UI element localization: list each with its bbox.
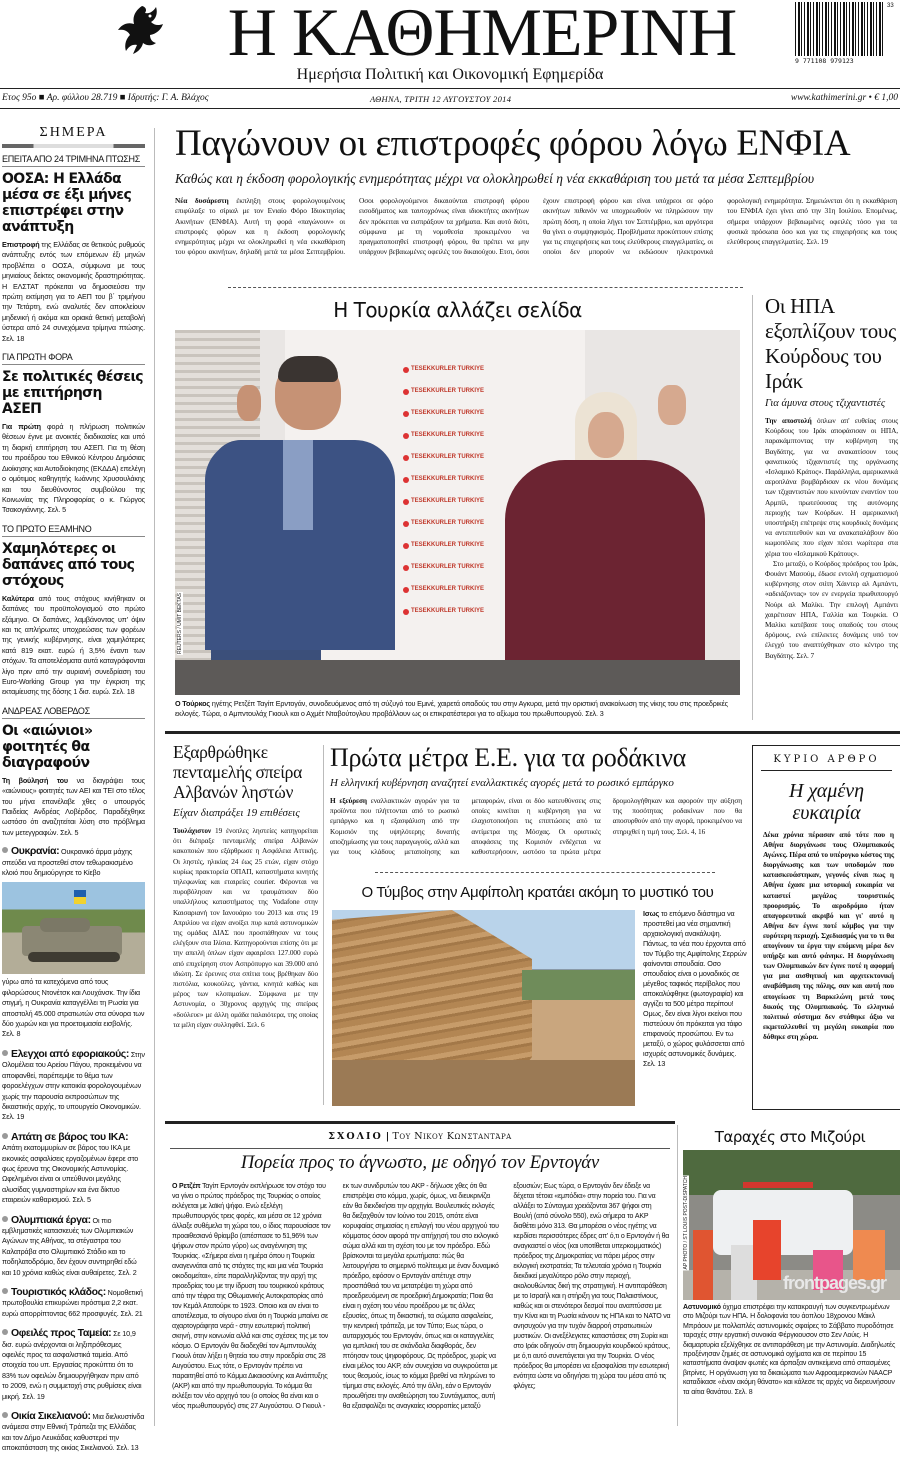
caption-lead: Ο Τούρκος <box>175 699 211 708</box>
editorial-body: Δέκα χρόνια πέρασαν από τότε που η Αθήνα διοργάνωσε τους Ολυμπιακούς Αγώνες. Πέρα από το υπέρογκο κόστος της διοργάνωσης και των υποδομών που κατασκευάστηκαν, γεγονός είναι πως η Αθήνα έχασε μια ιστορική ευκαιρία να καταστεί μεγάλος τουριστικός προορισμός. Το αεροδρόμιο ήταν απαγορευτικά ακριβό και γι' αυτό η Αθήνα δεν έγινε ποτέ κόμβος για την ευρύτερη περιοχή. Σχεδιασμός για το τι θα απογίνουν τα έργα την επόμενη μέρα δεν υπήρξε και αυτό φάνηκε. Η διοργάνωση των Ολυμπιακών δεν έγινε ποτέ η αφορμή για μια αισθητική και αρχιτεκτονική αναβάθμιση της πόλης, σαν και αυτή που απογείωσε τη Βαρκελώνη μετά τους δικούς της Ολυμπιακούς. Το ελληνικό πολιτικό σύστημα δεν στάθηκε άξιο να εκμεταλλευθεί τη μεγάλη ευκαιρία που δόθηκε στη χώρα. <box>763 830 894 1041</box>
banner-text: TESEKKURLER TURKIYE <box>411 476 485 482</box>
brief-headline[interactable]: Απάτη σε βάρος του ΙΚΑ: <box>11 1130 129 1143</box>
missouri-protest-photo <box>683 1150 900 1300</box>
story-headline[interactable]: Χαμηλότερες οι δαπάνες από τους στόχους <box>2 540 135 589</box>
iraq-subhead: Για άμυνα στους τζιχαντιστές <box>765 398 886 409</box>
albanians-story <box>173 742 318 1030</box>
banner-logo <box>403 388 503 395</box>
year-issue: Ετος 95ο ■ Αρ. φύλλου 28.719 ■ Ιδρυτής: Γ. Α. Βλάχος <box>2 93 209 103</box>
bullet-icon <box>2 847 8 853</box>
banner-text: TESEKKURLER TURKIYE <box>411 542 485 548</box>
story-body <box>2 776 145 838</box>
banner-dot-icon <box>403 609 409 615</box>
brief-body: Μια διελκυστίνδα ανάμεσα στην Εθνική Τράπεζα της Ελλάδας και τον Δήμο Λευκάδας καθυστερεί την αποκατάσταση της οικίας Σικελιανού. Σελ. 13 <box>2 1412 145 1453</box>
lead-in: Για πρώτη <box>2 422 41 432</box>
story-headline[interactable]: Οι «αιώνιοι» φοιτητές θα διαγραφούν <box>2 722 93 771</box>
banner-text: TESEKKURLER TURKIYE <box>411 498 485 504</box>
brief-headline[interactable]: Ολυμπιακά έργα: <box>11 1213 91 1226</box>
turkey-caption <box>175 699 740 719</box>
story-kicker: ΑΝΔΡΕΑΣ ΛΟΒΕΡΔΟΣ <box>2 706 145 719</box>
comment-author: Του Νικου Κωνσταντάρα <box>392 1131 512 1142</box>
bullet-icon <box>2 1412 8 1418</box>
brief-body: Σε 10,9 δισ. ευρώ ανέρχονται οι ληξιπρόθεσμες οφειλές προς τα ασφαλιστικά ταμεία. Από στοιχεία του υπ. Εργασίας προκύπτει ότι το 83% των οφειλών δημιουργήθηκαν πριν από το 2009, ενώ η συμμετοχή στις ρυθμίσεις είναι μικρή. Σελ. 19 <box>2 1329 142 1401</box>
bullet-icon <box>2 1133 8 1139</box>
banner-logo <box>403 498 503 505</box>
banner-text: TESEKKURLER TURKIYE <box>411 564 485 570</box>
ukraine-tank-photo <box>2 882 145 974</box>
banner-logo <box>403 366 503 373</box>
lead-in: Καλύτερα <box>2 593 34 603</box>
separator: | <box>385 1131 393 1142</box>
lead-subhead: Καθώς και η έκδοση φορολογικής ενημερότητας μέχρι να ολοκληρωθεί η νέα εκκαθάριση του μετά τα μέσα Σεπτεμβρίου <box>175 171 815 186</box>
banner-dot-icon <box>403 521 409 527</box>
divider <box>170 1148 670 1149</box>
brief-headline[interactable]: Οικία Σικελιανού: <box>11 1410 91 1423</box>
sidebar-brief <box>2 1049 145 1123</box>
editorial-headline: Η χαμένη ευκαιρία <box>788 780 865 824</box>
story-text: να διαγράψει τους «αιώνιους» φοιτητές των ΑΕΙ και ΤΕΙ στο τέλος του μήνα επανέλαβε χθες ο υπουργός Παιδείας Ανδρέας Λοβέρδος. Παραδέχθηκε ωστόσο ότι αναζητείται λύση στο πρόβλημα των μετεγγραφών. Σελ. 5 <box>2 775 145 837</box>
bullet-body: γύρω από τα κατεχόμενα από τους φιλορώσους Ντονέτσκ και Λουχάνσκ. Την ίδια στιγμή, η Ουκρανία καταγγέλλει τη Ρωσία για αποστολή 45.000 στρατιωτών στα σύνορα των δύο χωρών και για προετοιμασία εισβολής. Σελ. 8 <box>2 977 145 1039</box>
brief-body: Νομοθετική πρωτοβουλία επικυρώνει πρόστιμα 2,2 εκατ. ευρώ απορρίπτοντας 662 προσφυγές. Σελ. 21 <box>2 1288 143 1318</box>
banner-text: TESEKKURLER TURKIYE <box>411 608 485 614</box>
bullet-icon <box>2 1216 8 1222</box>
sidebar-brief <box>2 1215 145 1278</box>
albanians-headline: Εξαρθρώθηκε πενταμελής σπείρα Αλβανών ληστών <box>173 742 302 802</box>
peaches-subhead: Η ελληνική κυβέρνηση αναζητεί εναλλακτικές αγορές μετά το ρωσικό εμπάργκο <box>330 777 674 789</box>
missouri-caption <box>683 1303 900 1397</box>
sidebar-brief <box>2 1287 145 1319</box>
editorial-box <box>752 745 900 1110</box>
banner-column <box>403 366 503 615</box>
bullet-body: Ουκρανικό άρμα μάχης σπεύδει να προστεθεί στον τεθωρακισμένο κλοιό που δημιούργησε το Κίεβο <box>2 847 133 878</box>
column-divider <box>677 1125 678 1426</box>
banner-text: TESEKKURLER TURKIYE <box>411 586 485 592</box>
banner-logo <box>403 432 503 439</box>
banner-logo <box>403 476 503 483</box>
story-text: από τους στόχους κινήθηκαν οι δαπάνες του προϋπολογισμού στο πρώτο εξάμηνο. Οι δαπάνες, λαμβάνοντας υπ' όψιν και τις απλήρωτες υποχρεώσεις των φορέων της γενικής κυβέρνησης, είναι χαμηλότερες κατά 819 εκατ. ευρώ ή 3,5% έναντι των στόχων. Τα αποτελέσματα αυτά καταγράφονται λίγο πριν από την αυριανή συνεδρίαση του Euro-Working Group για την έγκριση της εκταμίευσης της δόσης 1 δισ. ευρώ. Σελ. 18 <box>2 593 145 697</box>
brief-headline[interactable]: Οφειλές προς Ταμεία: <box>11 1327 112 1340</box>
lead-in: Τουλάχιστον <box>173 826 212 835</box>
lead-in: Η εξεύρεση <box>330 796 367 805</box>
issue-code: 33 <box>887 3 894 9</box>
divider <box>0 88 900 89</box>
sidebar-brief <box>2 1328 145 1402</box>
banner-dot-icon <box>403 499 409 505</box>
banner-text: TESEKKURLER TURKIYE <box>411 520 485 526</box>
banner-dot-icon <box>403 543 409 549</box>
lead-in: Νέα δυσάρεστη <box>175 196 229 205</box>
bullet-icon <box>2 1329 8 1335</box>
sidebar-ukraine <box>2 846 145 1040</box>
griffin-logo-icon <box>112 2 174 60</box>
column-divider <box>323 745 324 1105</box>
iraq-story <box>765 294 898 661</box>
amphipolis-tomb-photo <box>332 910 635 1106</box>
banner-dot-icon <box>403 565 409 571</box>
barcode <box>795 2 885 56</box>
banner-text: TESEKKURLER TURKIYE <box>411 432 485 438</box>
sidebar-brief <box>2 1411 145 1454</box>
banner-logo <box>403 586 503 593</box>
story-text: φορά η πλήρωση πολιτικών θέσεων έγινε με ανοικτές διαδικασίες και υπό τη διαρκή επιτήρηση του ΑΣΕΠ. Για τη θέση του προέδρου του Εθνικού Κέντρου Δημόσιας Διοίκησης και Αυτοδιοίκησης (ΕΚΔΔΑ) επελέγη ο ομότιμος καθηγητής Ιωάννης Χρυσουλάκης και του διευθύνοντος συμβούλου της Κοινωνίας της Πληροφορίας ο κ. Γιώργος Τσακογιάννης. Σελ. 5 <box>2 422 145 515</box>
iraq-headline: Οι ΗΠΑ εξοπλίζουν τους Κούρδους του Ιράκ <box>765 294 897 393</box>
amphipolis-text: το επόμενο διάστημα να προστεθεί μια νέα σημαντική αρχαιολογική ανακάλυψη. Πάντως, τα νέα που έρχονται από τον Τύμβο της Αμφίπολης Σερρών φαίνονται σπουδαία. Οσο σπουδαίος είναι ο μοναδικός σε μέγεθος ταφικός περίβολος που αποκαλύφθηκε (φωτογραφία) και αγγίζει τα 500 μέτρα περίπου! Ομως, δεν είναι λίγοι εκείνοι που πιστεύουν ότι πρόκειται για τάφο επιφανούς προσώπου. Εν τω μεταξύ, ο χώρος φυλάσσεται από ισχυρές αστυνομικές δυνάμεις. Σελ. 13 <box>643 909 747 1068</box>
iraq-text: όπλων απ' ευθείας στους Κούρδους του Ιράκ αποφάσισαν οι ΗΠΑ, παρακάμπτοντας την κυβέρνηση της Βαγδάτης, για να ανακαιτίσουν τους φανατικούς τζιχαντιστές της οργάνωσης «Ισλαμικό Κράτος». Παράλληλα, αμερικανικά αεροπλάνα βομβάρδισαν εκ νέου δυνάμεις των τζιχαντιστών που κινούνταν εναντίον του Αρμπίλ, πρωτεύουσας της αυτόνομης περιοχής των Κούρδων. Η αμερικανική υποστήριξη επέτρεψε στις κουρδικές δυνάμεις να αντεπιτεθούν και να ανακαταλάβουν δύο κωμοπόλεις που είχαν πέσει νωρίτερα στα χέρια του «Ισλαμικού Κράτους». <box>765 416 898 558</box>
missouri-text: όχημα επιστρέφει την κατακραυγή των συγκεντρωμένων στο Μιζούρι των ΗΠΑ. Η δολοφονία του άοπλου 18χρονου Μάικλ Μπράουν με πολλαπλές αστυνομικές σφαίρες το Σάββατο πυροδότησε ταραχές στην εργατική συνοικία Φέργκιουσον στο Σεν Λούις. Η διαμαρτυρία εξελίχθηκε σε αντιπαράθεση με την Αστυνομία. Διαδηλωτές προξένησαν ζημιές σε αστυνομικά οχήματα και σε περίπου 15 καταστήματα άναψαν φωτιές και άρπαξαν αντικείμενα από σπασμένες βιτρίνες. Η οργάνωση για τα δικαιώματα των Αφροαμερικανών NAACP καταδίκασε «έναν ακόμη θάνατο» και κάλεσε τις αρχές να διερευνήσουν τα αίτια θανάτου. Σελ. 8 <box>683 1304 896 1396</box>
peaches-body <box>330 796 742 857</box>
watermark: frontpages.gr <box>783 1273 887 1293</box>
sidebar-header-bar <box>2 144 145 148</box>
turkey-headline: Η Τουρκία αλλάζει σελίδα <box>333 298 582 322</box>
albanians-subhead: Είχαν διαπράξει 19 επιθέσεις <box>173 807 300 819</box>
story-kicker: ΤΟ ΠΡΩΤΟ ΕΞΑΜΗΝΟ <box>2 524 145 537</box>
site-price: www.kathimerini.gr • € 1,00 <box>790 93 898 103</box>
story-body <box>2 594 145 698</box>
section-rule <box>165 1121 675 1124</box>
sidebar <box>2 125 145 1463</box>
barcode-number: 9 771108 979123 <box>795 57 854 65</box>
peaches-story <box>330 742 742 857</box>
sidebar-brief <box>2 1132 145 1206</box>
amphipolis-body <box>643 909 747 1069</box>
sidebar-header: ΣΗΜΕΡΑ <box>39 125 108 140</box>
comment-label: ΣΧΟΛΙΟ <box>328 1131 383 1142</box>
dashed-divider <box>375 872 715 873</box>
caption-text: ηγέτης Ρετζέπ Ταγίπ Ερντογάν, συνοδευόμενος από τη σύζυγό του Εμινέ, χαιρετά οπαδούς του στην Αγκυρα, μετά την οριστική ανακοίνωση της νίκης του στις προεδρικές εκλογές. Τώρα, ο Αμπντουλάχ Γκιουλ και ο Αχμέτ Νταβούτογλου προβάλλουν ως οι επικρατέστεροι για το αξίωμα του πρωθυπουργού. Σελ. 3 <box>175 699 728 718</box>
story-kicker: ΕΠΕΙΤΑ ΑΠΟ 24 ΤΡΙΜΗΝΑ ΠΤΩΣΗΣ <box>2 154 145 167</box>
story-body <box>2 240 145 344</box>
story-kicker: ΓΙΑ ΠΡΩΤΗ ΦΟΡΑ <box>2 352 145 365</box>
dashed-divider <box>228 287 743 288</box>
brief-headline[interactable]: Τουριστικός κλάδος: <box>11 1286 106 1298</box>
banner-logo <box>403 410 503 417</box>
banner-text: TESEKKURLER TURKIYE <box>411 388 485 394</box>
brief-headline[interactable]: Ελεγχοι από εφοριακούς: <box>11 1047 129 1060</box>
albanians-text: 19 ένοπλες ληστείες κατηγορείται ότι διέπραξε πενταμελής σπείρα Αλβανών κακοποιών που εξάρθρωσε η Ασφάλεια Αττικής. Οι ληστές, ηλικίας 24 έως 25 ετών, είχαν στόχο κυρίως πρακτορεία ΟΠΑΠ, καταστήματα κινητής τηλεφωνίας και εταιρείες courier. Φέρονται να πυροβόλησαν και να τραυμάτισαν δύο υπαλλήλους καταστήματος της Vodafone στην Καισαριανή τον Ιανουάριο του 2013 και στις 19 Απριλίου να είχαν ανοίξει πυρ κατά αστυνομικών της ομάδας ΔΙΑΣ που προσπάθησαν να τους ελέγξουν στα Ιλίσια. Κατηγορούνται επίσης ότι με την απειλή όπλων είχαν αφαιρέσει 127.000 ευρώ από επιχείρηση στον Ασπρόπυργο και 39.000 από ιδιώτη. Σε έρευνες στα σπίτια τους βρέθηκαν δύο πιστόλια, κουκούλες, γάντια, κινητά καθώς και μέρος των κλοπιμαίων. Σύμφωνα με την Αστυνομία, ο 30χρονος αρχηγός της σπείρας «δούλευε» με άλλη ομάδα παλαιότερα, της οποίας τα μέλη είχαν συλληφθεί. Σελ. 6 <box>173 826 318 1029</box>
column-divider <box>752 295 753 720</box>
comment-text: Ταγίπ Ερντογάν εκπλήρωσε τον στόχο του να γίνει ο πρώτος πρόεδρος της Τουρκίας ο οποίος εκλέγεται με λαϊκή ψήφο. Ενώ εξελέγη πρωθυπουργός τρεις φορές, και μέσα σε 12 χρόνια άλλαξε συθέμελα τη χώρα του, ο ίδιος παρουσίασε τον προαιθεσιανό θρίαμβο (απέσπασε το 51,96% των ψήφων στον πρώτο γύρο) ως αναγέννηση της Τουρκίας. «Σήμερα είναι η ημέρα όπου η Τουρκία αναγεννάται από τις στάχτες της και μια νέα Τουρκία οικοδομείται», είπε παραλληλίζοντας την αρχή της προεδρίας του με την ίδρυση του τουρκικού κράτους από την τέφρα της Οθωμανικής Αυτοκρατορίας από τον Κεμάλ Ατατούρκ το 1923. Οποιο και αν είναι το αποτέλεσμα, το σίγουρο είναι ότι η Τουρκία μπαίνει σε αχαρτογράφητα νερά - στην εσωτερική πολιτική σκηνή, στην κοινωνία αλλά και στις σχέσεις της με τον κόσμο. Ο Ερντογάν θα διαδεχθεί τον Αμπντουλάχ Γκιουλ όταν λήξει η θητεία του στην προεδρία στις 28 Αυγούστου. Εως τότε, ο Ερντογάν πρέπει να παραιτηθεί από το Κόμμα Δικαιοσύνης και Ανάπτυξης (AKP) και από την πρωθυπουργία. Το κόμμα θα εκλέξει τον νέο αρχηγό του (ο οποίος θα είναι και ο νέος πρωθυπουργός) στις 27 Αυγούστου. Ο Γκιουλ - εκ των συνιδρυτών του AKP - δήλωσε χθες ότι θα επιστρέψει στο κόμμα, χωρίς, όμως, να διευκρινίζει εάν θα διεκδικήσει την αρχηγία. Βουλευτικές εκλογές θα διεξαχθούν τον Ιούνιο του 2015, οπότε είναι κορυφαίας σημασίας η επιλογή του νέου αρχηγού του κόμματος όσον αφορά την απήχησή του στο εκλογικό σώμα αλλά και τη σχέση του με τον πρόεδρο. Εδώ βρίσκονται τα μεγάλα ερωτήματα: πώς θα λειτουργήσει το σημερινό πολίτευμα με έναν δυναμικό πρόεδρο, εφόσον ο Ερντογάν απέτυχε στην προσπάθειά του να μετατρέψει τη χώρα από προεδρευόμενη σε προεδρική Δημοκρατία; Ποια θα είναι η σχέση του νέου προέδρου με τις άλλες εξουσίες, όπως τη δικαστική, τα σώματα ασφαλείας, την κεντρική τράπεζα, με τον Τύπο; Εως τώρα, ο αυταρχισμός του Ερντογάν, όπως και οι καταγγελίες για εμπλοκή του σε σκάνδαλα διαφθοράς, δεν πτόησαν τους ψηφοφόρους. Ως πρόεδρος, χωρίς να είναι μέλος του AKP, εάν συνεχίσει να συγκρούεται με τους θεσμούς, ίσως το κόμμα βρεθεί να πληρώνει το τίμημα στις εκλογές. Από την άλλη, εάν ο Ερντογάν προωθήσει την αναθεώρηση του Συντάγματος, αυτή θα εξασφαλίζει τις αναγκαίες ισορροπίες μεταξύ εξουσιών; Εως τώρα, ο Ερντογάν δεν έδειξε να δέχεται τέτοια «εμπόδια» στην πορεία του. Για να αλλάξει το Σύνταγμα χρειάζονται 367 ψήφοι στη Βουλή (από σύνολο 550), ενώ σήμερα το AKP διαθέτει μόνο 313. Θα μπορέσει ο νέος ηγέτης να κερδίσει περισσότερες έδρες απ' ό,τι ο Ερντογάν ή θα αναγκαστεί ο νέος (και υποτίθεται υπερκομματικός) πρόεδρος της Δημοκρατίας να πάρει μέρος στην εκλογική εκστρατεία; Τα τελευταία χρόνια η Τουρκία διεκδικεί μεγαλύτερο ρόλο στην περιοχή, ακολουθώντας δική της στρατηγική. Η αντιπαράθεση με το Ισραήλ και η στήριξη για τους Παλαιστίνιους, καθώς και οι στενότεροι δεσμοί που αναπτύσσει με την Κίνα και τη Ρωσία κάνουν τις ΗΠΑ και το ΝΑΤΟ να ανησυχούν για την τυχόν διαρροή στρατιωτικών μυστικών. Οι ανεξέλεγκτες καταστάσεις στη Συρία και στο Ιράκ οδηγούν στη δημιουργία κουρδικού κράτους, με ό,τι αυτό συνεπάγεται για την Τουρκία. Ο νέος πρόεδρος θα μπορέσει να εξασφαλίσει την εσωτερική ενότητα ώστε να οδηγήσει τη χώρα του μέσα από τις φλόγες; <box>172 1183 671 1410</box>
lead-body <box>175 196 897 258</box>
banner-logo <box>403 564 503 571</box>
lead-in: Αστυνομικό <box>683 1304 721 1311</box>
banner-logo <box>403 454 503 461</box>
comment-body <box>172 1182 672 1412</box>
lead-in: Ο Ρετζέπ <box>172 1183 201 1190</box>
comment-headline: Πορεία προς το άγνωστο, με οδηγό τον Ερντογάν <box>240 1153 600 1173</box>
lead-text: έκπληξη στους φορολογουμένους επιφύλαξε το σίριαλ με τον Ενιαίο Φόρο Ιδιοκτησίας Ακινήτων (ΕΝΦΙΑ). Αυτή τη φορά «παγώνουν» οι επιστροφές φόρων και η έκδοση φορολογικής ενημερότητας μέχρι να ολοκληρωθεί η νέα εκκαθάριση του φόρου ακινήτων, δηλαδή μετά τα μέσα Σεπτεμβρίου. Οσοι φορολογούμενοι δικαιούνται επιστροφή φόρου εισοδήματος και ταυτοχρόνως είναι ιδιοκτήτες ακινήτων δεν πρόκειται να εισπράξουν τα χρήματα. Και αυτό διότι, σύμφωνα με τη νομοθεσία προκειμένου να πραγματοποιηθεί επιστροφή φόρου, θα πρέπει να μην υπάρχουν βεβαιωμένες οφειλές του δικαιούχου. Ετσι, όσοι έχουν επιστροφή φόρου και είναι υπόχρεοι σε φόρο ακινήτων πιθανόν να υποχρεωθούν να πληρώσουν την πρώτη δόση, η οποία λήγει τον Σεπτέμβριο, και αργότερα θα γίνει ο συμψηφισμός. Προβλήματα προκύπτουν επίσης για τις επιχειρήσεις και τους ελεύθερους επαγγελματίες, οι οποίοι δεν μπορούν να εκδώσουν ηλεκτρονικά φορολογική ενημερότητα. Σημειώνεται ότι η εκκαθάριση του ΕΝΦΙΑ έχει γίνει από την 31η Ιουλίου. Επομένως, σήμερα υπάρχουν βεβαιωμένες οφειλές τόσο για τα φυσικά πρόσωπα όσο και για τις επιχειρήσεις και τους ελεύθερους επαγγελματίες. Σελ. 19 <box>175 196 897 257</box>
lead-in: Τη βούλησή του <box>2 775 68 785</box>
banner-dot-icon <box>403 367 409 373</box>
comment-label-row <box>170 1131 670 1142</box>
section-rule <box>165 731 900 734</box>
lead-headline: Παγώνουν οι επιστροφές φόρου λόγω ΕΝΦΙΑ <box>175 123 851 164</box>
photo-credit: AP PHOTO / ST LOUIS POST-DISPATCH <box>683 1175 689 1269</box>
lead-in: Επιστροφή <box>2 240 40 249</box>
tagline: Ημερήσια Πολιτική και Οικονομική Εφημερίδα <box>296 66 604 83</box>
lead-in: Την αποστολή <box>765 416 812 425</box>
brief-body: Στην Ολομέλεια του Αρείου Πάγου, προκειμένου να αποφανθεί, παρέπεμψε το θέμα των φοροελέγχων στην κατοικία φορολογουμένων χωρίς την παρουσία εκπροσώπων της δικαστικής αρχής, το υπουργείο Οικονομικών. Σελ. 19 <box>2 1049 145 1122</box>
banner-logo <box>403 542 503 549</box>
erdogan-photo <box>175 330 740 695</box>
sidebar-story <box>2 524 145 698</box>
story-body <box>2 422 145 516</box>
story-headline[interactable]: ΟΟΣΑ: Η Ελλάδα μέσα σε έξι μήνες επιστρέφει στην ανάπτυξη <box>2 171 132 235</box>
albanians-body <box>173 826 318 1030</box>
lead-story <box>175 122 897 258</box>
story-text: της Ελλάδας σε θετικούς ρυθμούς ανάπτυξης εντός των επόμενων έξι μηνών προβλέπει ο ΟΟΣΑ, σύμφωνα με τους μηνιαίους δείκτες οικονομικής δραστηριότητας. Η ΕΛΣΤΑΤ πρόκειται να δημοσιεύσει την πρώτη εκτίμηση για το ΑΕΠ του β΄ τριμήνου την Τετάρτη, ενώ αναλυτές δεν αποκλείουν μηδενική ή ακόμα και οριακά θετική μεταβολή ύστερα από 24 συνεχόμενα τρίμηνα πτώσης. Σελ. 18 <box>2 240 145 343</box>
sidebar-story <box>2 352 145 516</box>
banner-logo <box>403 520 503 527</box>
banner-dot-icon <box>403 587 409 593</box>
banner-text: TESEKKURLER TURKIYE <box>411 454 485 460</box>
bullet-icon <box>2 1288 8 1294</box>
photo-credit: REUTERS / UMIT BEKTAS <box>177 593 183 654</box>
divider <box>0 108 900 109</box>
banner-text: TESEKKURLER TURKIYE <box>411 366 485 372</box>
story-headline[interactable]: Σε πολιτικές θέσεις με επιτήρηση ΑΣΕΠ <box>2 369 144 418</box>
banner-text: TESEKKURLER TURKIYE <box>411 410 485 416</box>
dateline: ΑΘΗΝΑ, ΤΡΙΤΗ 12 ΑΥΓΟΥΣΤΟΥ 2014 <box>370 94 512 104</box>
banner-dot-icon <box>403 433 409 439</box>
banner-dot-icon <box>403 411 409 417</box>
column-divider <box>154 128 155 1426</box>
bullet-headline: Ουκρανία: <box>11 845 60 858</box>
brief-body: Απάτη εκατομμυρίων σε βάρος του ΙΚΑ με εικονικές ασφαλίσεις εργαζομένων έφερε στο φως έρευνα της Οικονομικής Αστυνομίας. Ωφελημένοι είναι οι υπεύθυνοι μεγάλης αλυσίδας γυμναστηρίων και ένα δίκτυο εταιρειών καθαρισμού. Σελ. 5 <box>2 1143 139 1205</box>
banner-dot-icon <box>403 455 409 461</box>
bullet-icon <box>2 1050 8 1056</box>
sidebar-story <box>2 154 145 344</box>
newspaper-title: Η ΚΑΘΗΜΕΡΙΝΗ <box>227 0 737 70</box>
amphipolis-headline: Ο Τύμβος στην Αμφίπολη κρατάει ακόμη το μυστικό του <box>361 884 714 901</box>
editorial-label: ΚΥΡΙΟ ΑΡΘΡΟ <box>761 754 892 771</box>
banner-dot-icon <box>403 389 409 395</box>
peaches-headline: Πρώτα μέτρα Ε.Ε. για τα ροδάκινα <box>330 743 686 772</box>
iraq-body <box>765 416 898 661</box>
brief-body: Οι πιο εμβληματικές κατασκευές των Ολυμπιακών Αγώνων της Αθήνας, τα στέγαστρα του Καλατράβα στο Ολυμπιακό Στάδιο και το ποδηλατοδρόμιο, δεν έχουν συντηρηθεί εδώ και 10 χρόνια καθώς είναι αυθαίρετες. Σελ. 2 <box>2 1215 137 1277</box>
banner-dot-icon <box>403 477 409 483</box>
sidebar-story <box>2 706 145 838</box>
lead-in: Ισως <box>643 909 660 918</box>
missouri-headline: Ταραχές στο Μιζούρι <box>714 1128 866 1146</box>
peaches-text: εναλλακτικών αγορών για τα προϊόντα που πλήττονται από το ρωσικό εμπάργκο και η εξασφάλιση από την Κομισιόν της υψηλότερης δυνατής αποζημίωσης για τους παραγωγούς, αλλά και για τους κλάδους μεταποίησης και μεταφορών, είναι οι δύο κατευθύνσεις στις οποίες κινείται η κυβέρνηση για να ελαχιστοποιήσει τις επιπτώσεις από τα αντίμετρα της Μόσχας. Οι οριστικές αποφάσεις της Κομισιόν ενδέχεται να καθυστερήσουν, ωστόσο τα πρώτα μέτρα δρομολογήθηκαν και αφορούν την αύξηση της ποσότητας ροδακίνων που θα αποσυρθούν από την αγορά, προκειμένου να στηριχθεί η τιμή τους. Σελ. 4, 16 <box>330 796 742 857</box>
banner-logo <box>403 608 503 615</box>
iraq-text-2: Στο μεταξύ, ο Κούρδος πρόεδρος του Ιράκ, Φουάντ Μασούμ, έδωσε εντολή σχηματισμού κυβέρνησης στον σιίτη Χάιντερ αλ Αμπάντι, «αδειάζοντας» τον εν ενεργεία πρωθυπουργό Νούρι αλ Μαλίκι. Την επιλογή Αμπάντι χαιρέτισαν ΗΠΑ, Γαλλία και Τουρκία. Ο Μαλίκι κατέβασε τους οπαδούς του στους δρόμους, ενώ επίλεκτες δυνάμεις υπό τον έλεγχό του αναπτύχθηκαν στο κέντρο της Βαγδάτης. Σελ. 7 <box>765 558 898 660</box>
